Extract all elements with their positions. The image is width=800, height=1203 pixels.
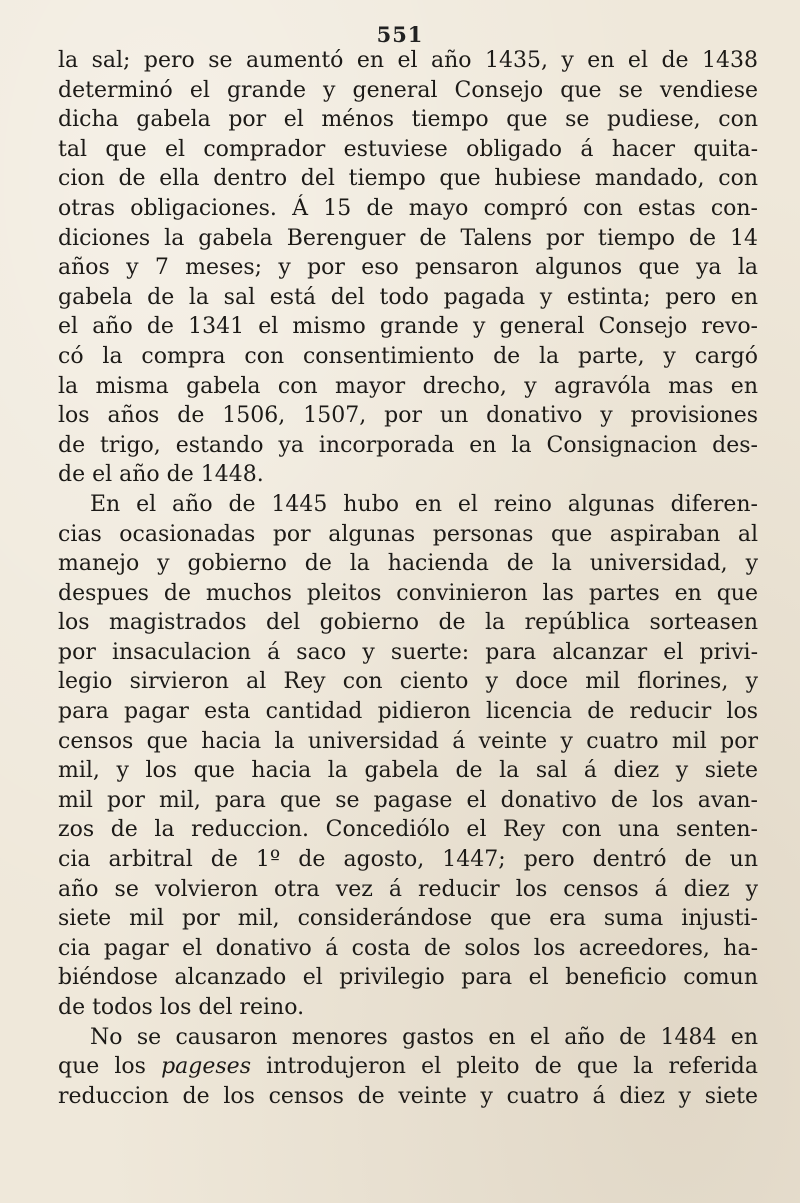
text-line: determinó el grande y general Consejo que se vendiese [58,77,758,103]
text-line: zos de la reduccion. Concediólo el Rey con una senten- [58,817,758,843]
text-line: de trigo, estando ya incorporada en la Consignacion des- [58,432,758,458]
text-line: biéndose alcanzado el privilegio para el beneficio comun [58,965,758,991]
text-line: tal que el comprador estuviese obligado á hacer quita- [58,136,758,162]
text-line: mil, y los que hacia la gabela de la sal á diez y siete [58,758,758,784]
text-line: de todos los del reino. [58,995,305,1020]
text-line: despues de muchos pleitos convinieron las partes en que [58,580,758,606]
text-line: No se causaron menores gastos en el año de 1484 en [90,1024,758,1050]
text-line: mil por mil, para que se pagase el donativo de los avan- [58,787,758,813]
text-line: la sal; pero se aumentó en el año 1435, y en el de 1438 [58,48,758,73]
text-line: cia arbitral de 1º de agosto, 1447; pero dentró de un [58,847,758,873]
text-line: años y 7 meses; y por eso pensaron algunos que ya la [58,255,758,281]
text-line: En el año de 1445 hubo en el reino algunas diferen- [90,491,758,517]
text-line: los años de 1506, 1507, por un donativo y provisiones [58,403,758,429]
text-line: censos que hacia la universidad á veinte y cuatro mil por [58,728,758,754]
text-line: por insaculacion á saco y suerte: para alcanzar el privi- [58,639,758,665]
text-line: otras obligaciones. Á 15 de mayo compró con estas con- [58,195,758,221]
text-line: siete mil por mil, considerándose que era suma injusti- [58,906,758,932]
page-number: 551 [376,22,424,47]
text-line: dicha gabela por el ménos tiempo que se pudiese, con [58,107,758,133]
text-line: cion de ella dentro del tiempo que hubiese mandado, con [58,166,758,192]
text-line: la misma gabela con mayor drecho, y agravóla mas en [58,373,758,399]
text-line: los magistrados del gobierno de la república sorteasen [58,610,758,636]
body-text [58,46,758,1111]
text-line: manejo y gobierno de la hacienda de la universidad, y [58,551,758,577]
text-line: año se volvieron otra vez á reducir los censos á diez y [58,876,758,902]
text-line: que los pageses introdujeron el pleito de que la referida [58,1054,758,1080]
text-line: para pagar esta cantidad pidieron licencia de reducir los [58,699,758,725]
text-line: cia pagar el donativo á costa de solos los acreedores, ha- [58,935,758,961]
text-line: de el año de 1448. [58,462,264,488]
text-line: diciones la gabela Berenguer de Talens por tiempo de 14 [58,225,758,251]
text-line: cias ocasionadas por algunas personas que aspiraban al [58,521,758,547]
text-line: legio sirvieron al Rey con ciento y doce mil florines, y [58,669,758,695]
text-line: gabela de la sal está del todo pagada y estinta; pero en [58,284,758,310]
text-line: el año de 1341 el mismo grande y general Consejo revo- [58,314,758,340]
text-line: reduccion de los censos de veinte y cuatro á diez y siete [58,1083,758,1109]
text-line: có la compra con consentimiento de la parte, y cargó [58,343,758,369]
